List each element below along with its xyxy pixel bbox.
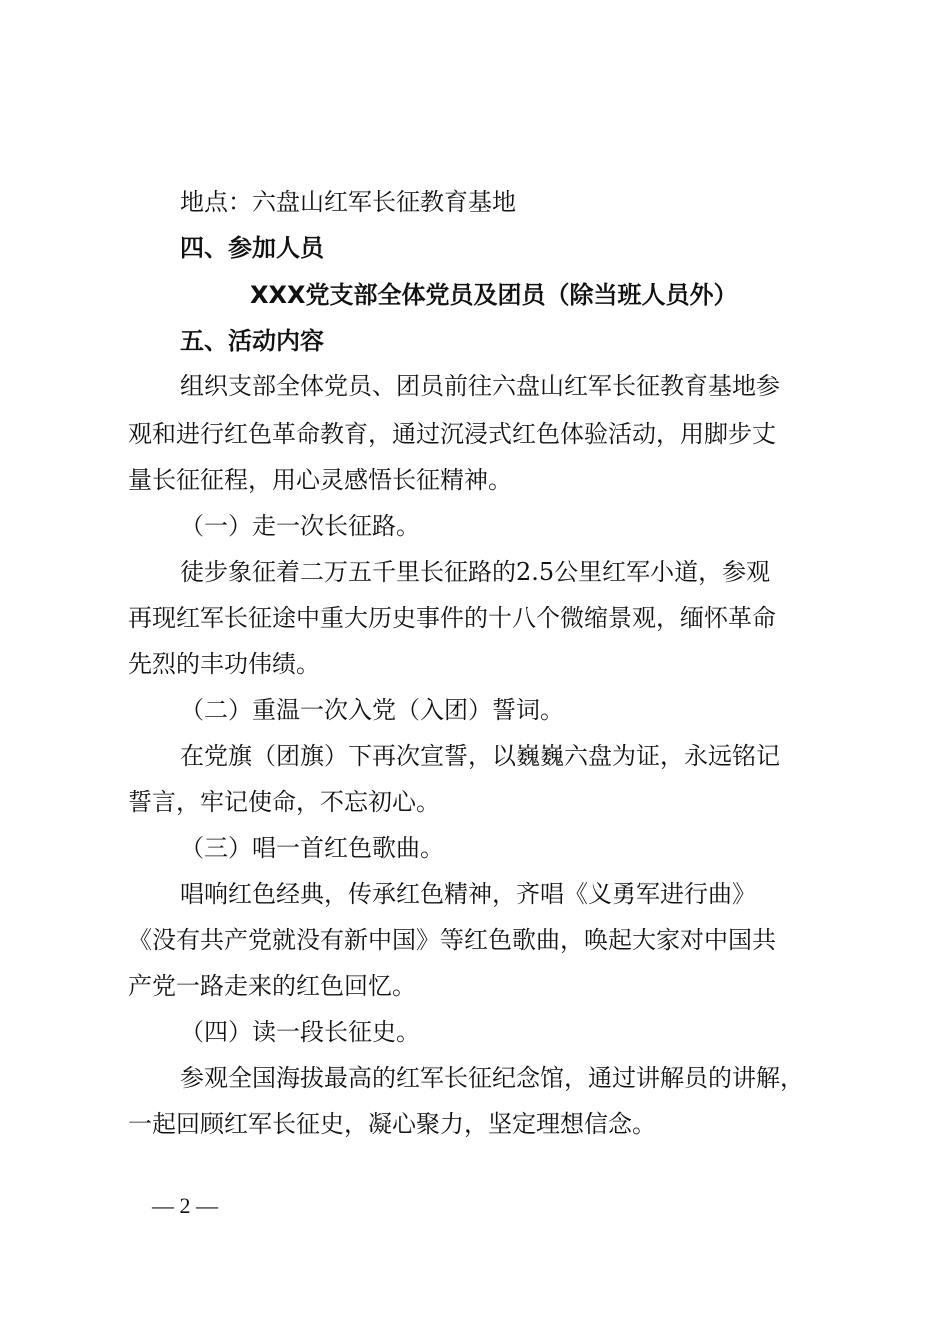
page-number: — 2 — <box>152 1193 218 1218</box>
item-4-line-2: 一起回顾红军长征史，凝心聚力，坚定理想信念。 <box>128 1110 656 1138</box>
item-2-title: （二）重温一次入党（入团）誓词。 <box>180 696 564 724</box>
item-3-line-2: 《没有共产党就没有新中国》等红色歌曲，唤起大家对中国共 <box>128 926 776 954</box>
item-3-line-1: 唱响红色经典，传承红色精神，齐唱《义勇军进行曲》 <box>180 880 756 908</box>
section-5-title: 五、活动内容 <box>180 327 324 355</box>
item-4-title: （四）读一段长征史。 <box>180 1018 420 1046</box>
item-3-line-3: 产党一路走来的红色回忆。 <box>128 972 416 1000</box>
item-2-line-2: 誓言，牢记使命，不忘初心。 <box>128 788 440 816</box>
intro-line-3: 量长征征程，用心灵感悟长征精神。 <box>128 466 512 494</box>
item-1-line-2: 再现红军长征途中重大历史事件的十八个微缩景观，缅怀革命 <box>128 604 776 632</box>
location-line: 地点：六盘山红军长征教育基地 <box>180 188 516 216</box>
item-4-line-1: 参观全国海拔最高的红军长征纪念馆，通过讲解员的讲解， <box>180 1064 804 1092</box>
intro-line-2: 观和进行红色革命教育，通过沉浸式红色体验活动，用脚步丈 <box>128 420 776 448</box>
item-1-title: （一）走一次长征路。 <box>180 512 420 540</box>
item-3-title: （三）唱一首红色歌曲。 <box>180 834 444 862</box>
intro-line-1: 组织支部全体党员、团员前往六盘山红军长征教育基地参 <box>180 372 780 400</box>
item-2-line-1: 在党旗（团旗）下再次宣誓，以巍巍六盘为证，永远铭记 <box>180 742 780 770</box>
item-1-line-3: 先烈的丰功伟绩。 <box>128 650 320 678</box>
item-1-line-1: 徒步象征着二万五千里长征路的2.5公里红军小道，参观 <box>180 558 771 586</box>
attendees-line: XXX党支部全体党员及团员（除当班人员外） <box>250 281 738 309</box>
section-4-title: 四、参加人员 <box>180 234 324 262</box>
